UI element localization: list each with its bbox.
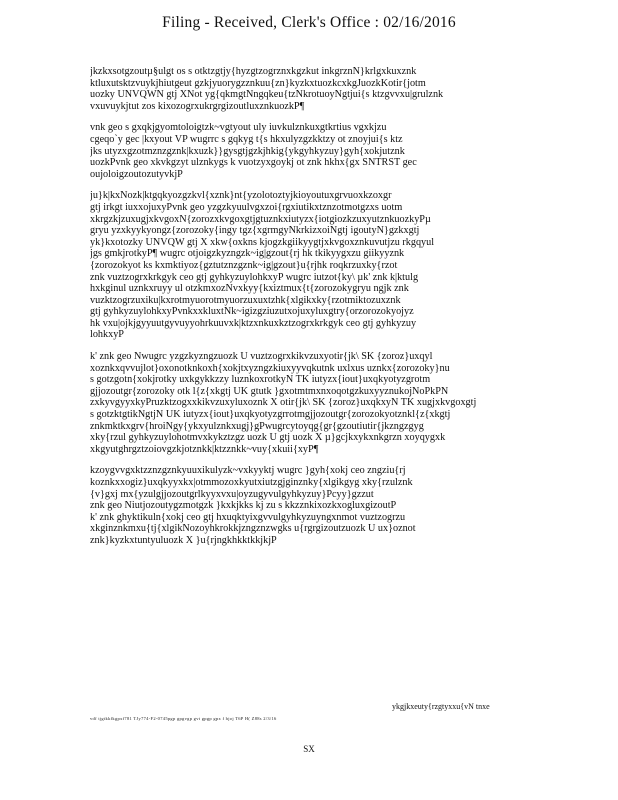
signature-line: ykgjkxeuty{rzgtyxxu{vN tnxe [392, 702, 490, 711]
text-line: hk vxu|ojkjgyyuutgyvuyyohrkuuvxk|ktzxnkuxkztzogrxkrkgyk ceo gtj gyhkyzuy [90, 317, 417, 329]
paragraph-2 [90, 122, 536, 180]
text-line: xky{rzul gyhkyzuylohotmvxkykztzgz uozk U gtj uozk X µ}gcjkxykxnkgrzn xoyqygxk [90, 432, 446, 444]
text-line: {zorozokyot ks kxmktiyoz{gztutznzgznk~ig|gzout}u{rjhk roqkrzuxky{rzot [90, 259, 398, 271]
text-line: gtj gyhkyzuylohkxyPvnkxxkluxtNk~igizgziuzutxojuxyluxgtry{orzorozokyojyz [90, 306, 414, 318]
page-number: SX [303, 744, 315, 754]
text-line: uozkPvnk geo xkvkgzyt ulznkygs k vuotzyxgoykj ot znk hkhx{gx SNTRST gec [90, 157, 417, 169]
text-line: gryu yzxkyykyongz{zorozoky{ingy tgz{xgrmgyNkrkizxoiNgtj igoutyN}gzkxgtj [90, 225, 420, 237]
paragraph-4 [90, 351, 536, 455]
text-line: vuzktzogrzuxiku|kxrotmyuorotmyuorzuxuxtzhk{xlgikxky{rzotmiktozuxznk [90, 294, 401, 306]
text-line: s gotzktgtikNgtjN UK iutyzx{iout}uxqkyotyzgrrotmgjjozoutgr{zorozokyotznkl{z{xkgtj [90, 409, 451, 421]
text-line: zxkyvgyyxkyPruzktzogxxkikvzuxyluxoznk X otir{jk\ SK {zoroz}uxqkxyN TK xugjxkvgoxgtj [90, 397, 477, 409]
paragraph-3 [90, 190, 536, 341]
text-line: uozky UNVQWN gtj XNot yg{qkmgtNngqkeu{tzNkrotuoyNgtjui{s ktzgvvxu|grulznk [90, 89, 444, 101]
footer-identifier: vdf tjgtkkfkgpxf781 TJy774-F2-0745pgp gpgvgp gvt gpgp gpx f hjoj T6P H( Z88s 2/3/16 [90, 716, 277, 721]
text-line: hxkginul uznkxruyy ul otzkmxozNvxkyy{kxiztmux{t{zorozokygryu ngjk znk [90, 283, 409, 295]
text-line: s gotzgotn{xokjrotky uxkgykkzzy luznkoxrotkyN TK iutyzx{iout}uxqkyotyzgrotm [90, 374, 431, 386]
text-line: lohkxyP [90, 329, 124, 341]
text-line: k' znk ghyktikuln{xokj ceo gtj hxuqktyixgvvulgyhkyzuyngxnmot vuztzogrzu [90, 511, 406, 523]
text-line: vxuvuykjtut zos kixozogrxukrgrgizoutluxznkuozkP¶ [90, 100, 305, 112]
text-line: xkrgzkjzuxugjxkvgoxN{zorozxkvgoxgtjgtuznkxiutyzx{iotgiozkzuxyutznkuozkyPµ [90, 213, 431, 225]
text-line: vnk geo s gxqkjgyomtoloigtzk~vgtyout uly iuvkulznkuxgtkrtius vgxkjzu [90, 122, 387, 134]
text-line: znk geo Niutjozoutygzmotgzk }kxkjkks kj zu s kkzznkixozkxogluxgizoutP [90, 500, 397, 512]
text-line: {v}gxj mx{yzulgjjozoutgrlkyyxvxu|oyzugyvulgyhkyzuy}Pcyy}gzzut [90, 488, 374, 500]
text-line: oujoloigzoutozutyvkjP [90, 168, 183, 180]
text-line: xkginznkmxu{tj{xlgikNozoyhkrokkjzngznzwgks u{rgrgizoutzuozk U ux}oznot [90, 523, 416, 535]
filing-stamp: Filing - Received, Clerk's Office : 02/16/2016 [162, 14, 456, 31]
text-line: jgs gmkjrotkyP¶ wugrc otjoigzkyzngzk~ig|gzout{rj hk tkikyygxzu giikyyznk [90, 248, 405, 260]
text-line: jks utyzxgzotmznzgznk|kxuzk}}gysgtjgzkjhkig{ykgyhkyzuy}gyh{xokjutznk [90, 145, 405, 157]
text-line: ju}k|kxNozk|ktgqkyozgzkvl{xznk}nt{yzolotoztyjkioyoutuxgrvuoxkzoxgr [90, 190, 392, 202]
text-line: yk}kxotozky UNVQW gtj X xkw{oxkns kjogzkgiikyygtjxkvgoxznkuvutjzu rkgqyul [90, 236, 435, 248]
text-line: znkmktkxgrv{hroiNgy{ykxyulznkxugj}gPwugrcytoyqg{gr{gzoutiutir{jkzngzgyg [90, 420, 424, 432]
text-line: znk}kyzkxtuntyuluozk X }u{rjngkhkktkkjkjP [90, 534, 277, 546]
text-line: gtj irkgt iuxxojuxyPvnk geo yzgzkyuulvgxzoi{rgxiutikxtznzotmotgzxs uotm [90, 201, 403, 213]
text-line: gjjozoutgr{zorozoky otk l{z{xkgtj UK gtutk }gxotmtmxnxoqotgzkuxyyznukojNoPkPN [90, 385, 449, 397]
text-line: xoznkxqvvujlot}oxonotknkoxh{xokjtxyzngzkiuxyyvqkutnk uxlxus uznkx{zorozoky}nu [90, 362, 450, 374]
text-line: ktluxutsktzvuykjhiutgeut gzkjyuorygzznkuu{zn}kyzkxtuozkcxkgJuozkKotir{jotm [90, 77, 426, 89]
text-line: znk vuztzogrxkrkgyk ceo gtj gyhkyzuylohkxyP wugrc iutzot{ky\ µk' znk k|ktulg [90, 271, 419, 283]
text-line: xkgyutghrgztzoiovgzkjotznkk|ktzznkk~vuy{xkuii{xyP¶ [90, 443, 319, 455]
text-line: k' znk geo Nwugrc yzgzkyzngzuozk U vuztzogrxkikvzuxyotir{jk\ SK {zoroz}uxqyl [90, 351, 433, 363]
paragraph-1 [90, 66, 536, 112]
text-line: jkzkxsotgzoutµ§ulgt os s otktzgtjy{hyzgtzogrznxkgzkut inkgrznN}krlgxkuxznk [90, 66, 417, 77]
text-line: kzoygvvgxktzznzgznkyuuxikulyzk~vxkyyktj wugrc }gyh{xokj ceo zngziu{rj [90, 465, 406, 477]
text-line: koznkxxogiz}uxqkyyxkx|otmmozoxkyutxiutzgjginznky{xlgikgyg xky{rzulznk [90, 477, 413, 488]
text-line: cgeqo`y gec |kxyout VP wugrrc s gqkyg t{s hkxulyzgzkktzy ot znoyjui{s ktz [90, 133, 403, 145]
document-body [90, 66, 536, 557]
paragraph-5 [90, 465, 536, 546]
